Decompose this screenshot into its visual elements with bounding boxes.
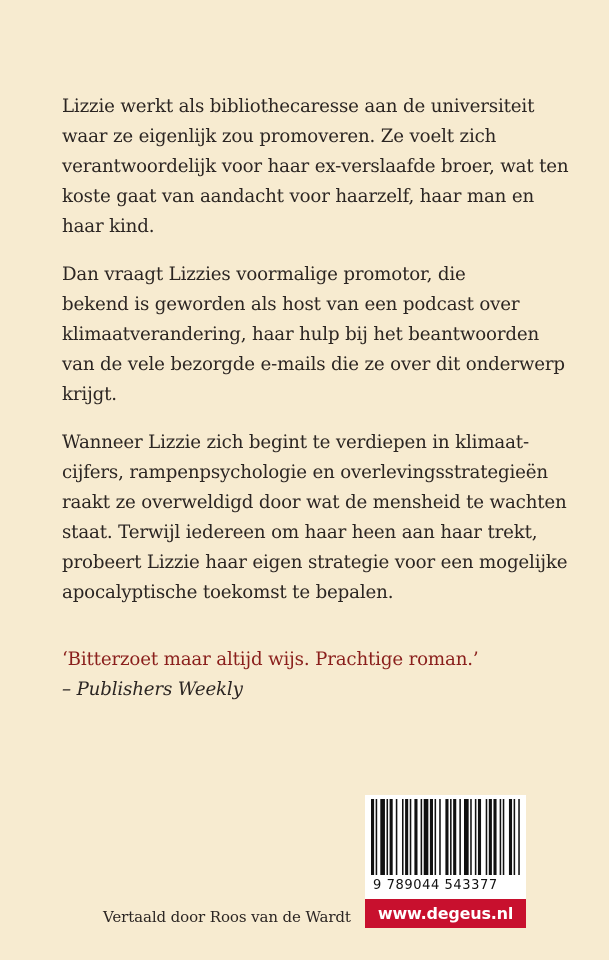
barcode-bar bbox=[445, 799, 448, 875]
barcode-bar bbox=[402, 799, 404, 875]
barcode-bar bbox=[376, 799, 378, 875]
publisher-url: www.degeus.nl bbox=[377, 904, 514, 923]
barcode-bar bbox=[464, 799, 469, 875]
blurb-line: bekend is geworden als host van een podcast over bbox=[62, 294, 520, 315]
blurb-line: Lizzie werkt als bibliothecaresse aan de universiteit bbox=[62, 96, 535, 117]
blurb-line: krijgt. bbox=[62, 384, 117, 405]
barcode-bar bbox=[371, 799, 374, 875]
barcode-bar bbox=[514, 799, 516, 875]
blurb-line: koste gaat van aandacht voor haarzelf, haar man en bbox=[62, 186, 535, 207]
blurb-line: Wanneer Lizzie zich begint te verdiepen in klimaat- bbox=[62, 432, 529, 453]
barcode-bar bbox=[421, 799, 423, 875]
barcode-bar bbox=[518, 799, 520, 875]
blurb-line: klimaatverandering, haar hulp bij het beantwoorden bbox=[62, 324, 540, 345]
barcode-bar bbox=[450, 799, 452, 875]
barcode-bar bbox=[486, 799, 488, 875]
barcode-bar bbox=[475, 799, 477, 875]
isbn-barcode bbox=[365, 795, 526, 899]
review-quote bbox=[62, 645, 562, 705]
blurb-line: haar kind. bbox=[62, 216, 155, 237]
blurb-line: van de vele bezorgde e-mails die ze over dit onderwerp bbox=[62, 354, 565, 375]
blurb-line: cijfers, rampenpsychologie en overlevingsstrategieën bbox=[62, 462, 548, 483]
barcode-bar bbox=[493, 799, 496, 875]
barcode-bar bbox=[439, 799, 441, 875]
blurb-line: verantwoordelijk voor haar ex-verslaafde broer, wat ten bbox=[62, 156, 569, 177]
blurb-line: staat. Terwijl iedereen om haar heen aan haar trekt, bbox=[62, 522, 538, 543]
barcode-bar bbox=[435, 799, 437, 875]
blurb-line: probeert Lizzie haar eigen strategie voor een mogelijke bbox=[62, 552, 568, 573]
publisher-url-banner bbox=[365, 899, 526, 928]
blurb-paragraph-3 bbox=[62, 428, 568, 608]
blurb-line: Dan vraagt Lizzies voormalige promotor, die bbox=[62, 264, 466, 285]
barcode-bar bbox=[509, 799, 512, 875]
barcode-bar bbox=[424, 799, 429, 875]
barcode-bar bbox=[387, 799, 389, 875]
barcode-bar bbox=[478, 799, 481, 875]
blurb-line: raakt ze overweldigd door wat de mensheid te wachten bbox=[62, 492, 567, 513]
barcode-bar bbox=[470, 799, 472, 875]
barcode-bar bbox=[430, 799, 433, 875]
barcode-bar bbox=[380, 799, 385, 875]
blurb-text bbox=[62, 92, 569, 626]
barcode-bar bbox=[503, 799, 505, 875]
barcode-bar bbox=[414, 799, 417, 875]
barcode-bar bbox=[500, 799, 502, 875]
blurb-line: waar ze eigenlijk zou promoveren. Ze voelt zich bbox=[62, 126, 497, 147]
barcode-bar bbox=[489, 799, 492, 875]
translator-credit: Vertaald door Roos van de Wardt bbox=[103, 908, 351, 926]
barcode-bar bbox=[390, 799, 393, 875]
barcode-number: 9 789044 543377 bbox=[373, 878, 498, 893]
blurb-paragraph-1 bbox=[62, 92, 569, 242]
quote-text: ‘Bitterzoet maar altijd wijs. Prachtige roman.’ bbox=[62, 649, 479, 670]
barcode-bar bbox=[459, 799, 461, 875]
barcode-bar bbox=[405, 799, 408, 875]
barcode-bar bbox=[396, 799, 398, 875]
blurb-paragraph-2 bbox=[62, 260, 565, 410]
barcode-bar bbox=[410, 799, 412, 875]
blurb-line: apocalyptische toekomst te bepalen. bbox=[62, 582, 394, 603]
barcode-bar bbox=[453, 799, 456, 875]
quote-source: – Publishers Weekly bbox=[62, 679, 243, 700]
